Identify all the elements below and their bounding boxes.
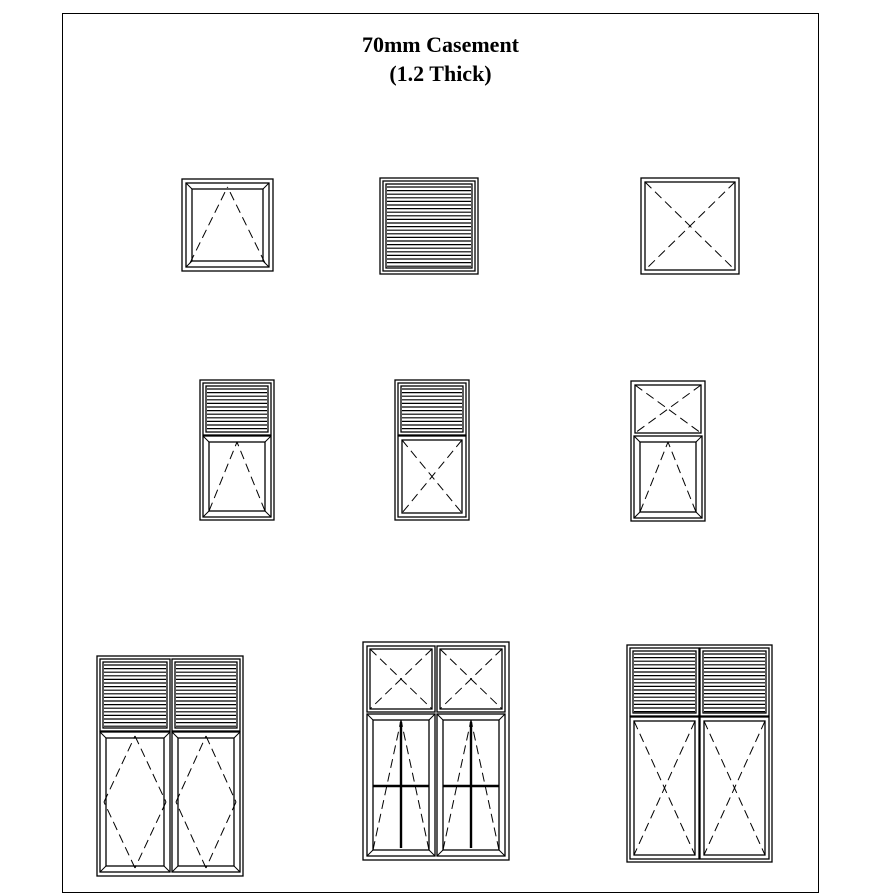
profile-line [634,436,640,442]
opening-indicator [135,736,166,802]
frame-line [172,732,240,872]
opening-indicator [635,385,701,433]
frame-line [395,380,469,520]
frame-line [209,442,265,511]
frame-line [106,738,164,866]
frame-line [630,648,699,716]
opening-indicator [237,442,265,511]
frame-line [633,651,696,713]
frame-line [398,383,466,435]
profile-line [265,511,271,517]
profile-line [696,436,702,442]
profile-line [499,714,505,720]
louvre-blades [207,389,267,429]
profile-line [263,183,269,189]
opening-indicator [228,187,266,263]
frame-line [640,442,696,512]
window-w9 [627,645,772,862]
opening-indicator [104,736,135,802]
profile-line [203,436,209,442]
opening-indicator [209,442,237,511]
profile-line [367,850,373,856]
opening-indicator [640,442,668,512]
opening-indicator [176,802,206,868]
profile-line [100,866,106,872]
profile-line [429,714,435,720]
opening-indicator [206,736,236,802]
profile-line [437,714,443,720]
louvre-blades [104,665,166,726]
frame-line [186,183,269,267]
opening-indicator [135,802,166,868]
profile-line [437,850,443,856]
window-w7 [97,656,243,876]
opening-indicator [668,442,696,512]
opening-indicator [176,736,206,802]
opening-indicator [190,187,228,263]
title-line-1: 70mm Casement [361,32,520,57]
window-w8 [363,642,509,860]
opening-indicator [104,802,135,868]
frame-line [200,380,274,520]
louvre-blades [402,389,462,429]
frame-line [700,648,769,716]
profile-line [367,714,373,720]
frame-line [100,659,170,731]
frame-line [363,642,509,860]
louvre-blades [634,654,695,712]
frame-line [203,436,271,517]
window-w5 [395,380,469,520]
profile-line [234,866,240,872]
frame-line [631,381,705,521]
profile-line [499,850,505,856]
louvre-blades [387,187,471,266]
louvre-blades [704,654,765,712]
frame-line [178,738,234,866]
profile-line [234,732,240,738]
frame-line [172,659,240,731]
profile-line [634,512,640,518]
profile-line [265,436,271,442]
profile-line [203,511,209,517]
frame-line [100,732,170,872]
opening-indicator [206,802,236,868]
opening-indicator [635,385,701,433]
frame-line [192,189,263,261]
window-w2 [380,178,478,274]
profile-line [172,866,178,872]
profile-line [164,732,170,738]
louvre-blades [176,665,236,726]
frame-line [635,385,701,433]
profile-line [100,732,106,738]
window-w6 [631,381,705,521]
frame-line [182,179,273,271]
profile-line [696,512,702,518]
window-w4 [200,380,274,520]
window-w1 [182,179,273,271]
frame-line [634,436,702,518]
profile-line [164,866,170,872]
window-w3 [641,178,739,274]
profile-line [186,183,192,189]
frame-line [203,383,271,435]
profile-line [429,850,435,856]
title-line-2: (1.2 Thick) [389,61,492,86]
frame-line [703,651,766,713]
profile-line [172,732,178,738]
